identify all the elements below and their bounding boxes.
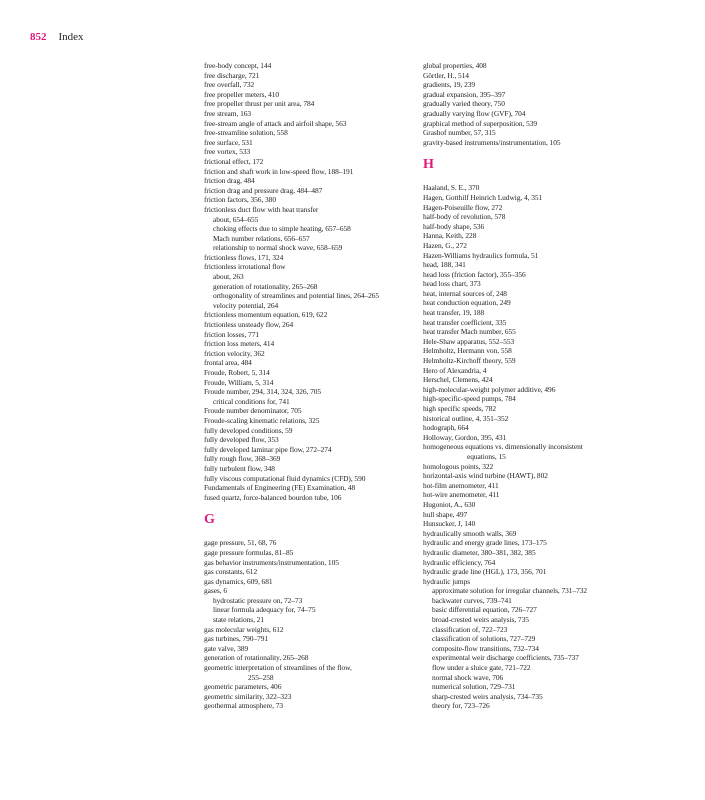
index-subentry: normal shock wave, 706 (432, 672, 504, 682)
index-entry: free stream, 163 (204, 108, 252, 118)
index-entry: hydraulic jumps (423, 576, 471, 586)
index-entry: frontal area, 484 (204, 358, 252, 368)
index-entry: heat transfer, 19, 188 (423, 308, 485, 318)
index-entry: Görtler, H., 514 (423, 70, 469, 80)
running-title: Index (58, 31, 84, 43)
index-entry: hydraulically smooth walls, 369 (423, 528, 517, 538)
index-entry: friction losses, 771 (204, 329, 260, 339)
index-subentry: equations, 15 (467, 451, 506, 461)
index-entry: geothermal atmosphere, 73 (204, 701, 283, 711)
index-entry: horizontal-axis wind turbine (HAWT), 802 (423, 471, 548, 481)
index-entry: heat, internal sources of, 248 (423, 288, 507, 298)
index-subentry: composite-flow transitions, 732–734 (432, 643, 539, 653)
index-entry: free vortex, 533 (204, 147, 251, 157)
index-subentry: 255–258 (248, 672, 274, 682)
index-subentry: Mach number relations, 656–657 (213, 233, 310, 243)
index-subentry: classification of, 722–723 (432, 624, 508, 634)
index-entry: free propeller meters, 410 (204, 89, 280, 99)
index-entry: head, 188, 341 (423, 260, 466, 270)
index-subentry: critical conditions for, 741 (213, 396, 290, 406)
index-entry: Froude-scaling kinematic relations, 325 (204, 415, 320, 425)
index-entry: Fundamentals of Engineering (FE) Examination, 48 (204, 483, 356, 493)
index-entry: free overfall, 732 (204, 80, 255, 90)
index-entry: gas turbines, 790–791 (204, 634, 269, 644)
index-entry: Froude, William, 5, 314 (204, 377, 274, 387)
index-entry: hydraulic efficiency, 764 (423, 557, 496, 567)
index-entry: historical outline, 4, 351–352 (423, 413, 509, 423)
index-subentry: broad-crested weirs analysis, 735 (432, 615, 529, 625)
index-entry: Grashof number, 57, 315 (423, 128, 496, 138)
index-entry: fully developed flow, 353 (204, 435, 279, 445)
index-entry: fully developed laminar pipe flow, 272–274 (204, 444, 332, 454)
index-subentry: state relations, 21 (213, 615, 264, 625)
index-entry: Froude number, 294, 314, 324, 326, 705 (204, 387, 322, 397)
index-entry: free discharge, 721 (204, 70, 260, 80)
index-subentry: generation of rotationality, 265–268 (213, 281, 318, 291)
index-entry: gas molecular weights, 612 (204, 624, 284, 634)
index-entry: friction velocity, 362 (204, 348, 265, 358)
index-entry: geometric parameters, 406 (204, 682, 282, 692)
index-entry: hot-film anemometer, 411 (423, 480, 499, 490)
index-subentry: experimental weir discharge coefficients, 735–737 (432, 653, 579, 663)
index-subentry: relationship to normal shock wave, 658–659 (213, 243, 343, 253)
index-subentry: backwater curves, 739–741 (432, 595, 512, 605)
index-entry: gravity-based instruments/instrumentation, 105 (423, 137, 561, 147)
index-entry: Hanna, Keith, 228 (423, 231, 477, 241)
index-entry: Hazen, G., 272 (423, 240, 467, 250)
index-entry: gradual expansion, 395–397 (423, 89, 506, 99)
index-entry: frictionless momentum equation, 619, 622 (204, 310, 328, 320)
index-entry: Hagen, Gotthilf Heinrich Ludwig, 4, 351 (423, 192, 543, 202)
page-number: 852 (30, 31, 47, 43)
index-entry: Hele-Shaw apparatus, 552–553 (423, 336, 515, 346)
index-entry: frictionless flows, 171, 324 (204, 252, 284, 262)
index-entry: Hagen-Poiseuille flow, 272 (423, 202, 503, 212)
index-entry: heat conduction equation, 249 (423, 298, 511, 308)
index-entry: half-body of revolution, 578 (423, 212, 506, 222)
index-subentry: about, 263 (213, 272, 244, 282)
section-letter: G (204, 512, 215, 528)
index-subentry: sharp-crested weirs analysis, 734–735 (432, 691, 543, 701)
index-entry: Froude, Robert, 5, 314 (204, 368, 270, 377)
index-entry: fully developed conditions, 59 (204, 425, 293, 435)
index-entry: Hunsucker, J, 140 (423, 519, 476, 529)
index-entry: Holloway, Gordon, 395, 431 (423, 432, 507, 442)
index-subentry: numerical solution, 729–731 (432, 682, 516, 692)
index-entry: gas behavior instruments/instrumentation, 105 (204, 557, 339, 567)
index-subentry: orthogonality of streamlines and potential lines, 264–265 (213, 291, 380, 301)
index-subentry: theory for, 723–726 (432, 701, 490, 711)
index-entry: hot-wire anemometer, 411 (423, 490, 500, 500)
index-entry: homologous points, 322 (423, 461, 494, 471)
index-entry: friction factors, 356, 380 (204, 195, 276, 205)
index-entry: graphical method of superposition, 539 (423, 118, 538, 128)
index-entry: homogeneous equations vs. dimensionally inconsistent (423, 442, 583, 452)
index-entry: free propeller thrust per unit area, 784 (204, 99, 315, 109)
index-entry: high-molecular-weight polymer additive, 496 (423, 384, 556, 394)
index-entry: free surface, 531 (204, 137, 253, 147)
index-entry: gate valve, 389 (204, 643, 249, 653)
index-entry: Hugoniot, A., 630 (423, 499, 476, 509)
index-entry: gradually varying flow (GVF), 704 (423, 108, 526, 118)
index-subentry: flow under a sluice gate, 721–722 (432, 663, 531, 673)
index-subentry: classification of solutions, 727–729 (432, 634, 536, 644)
index-entry: gradients, 19, 239 (423, 80, 476, 90)
index-entry: global properties, 408 (423, 61, 487, 70)
index-subentry: hydrostatic pressure on, 72–73 (213, 595, 303, 605)
index-entry: free-stream angle of attack and airfoil shape, 563 (204, 118, 347, 128)
index-entry: hydraulic diameter, 380–381, 382, 385 (423, 547, 536, 557)
index-entry: hull shape, 497 (423, 509, 468, 519)
index-entry: gradually varied theory, 750 (423, 99, 505, 109)
index-subentry: approximate solution for irregular channels, 731–732 (432, 586, 588, 596)
index-entry: heat transfer Mach number, 655 (423, 327, 516, 337)
index-column-right (423, 61, 683, 711)
index-entry: fully viscous computational fluid dynamics (CFD), 590 (204, 473, 366, 483)
index-entry: friction and shaft work in low-speed flow, 188–191 (204, 166, 354, 176)
index-entry: Herschel, Clemens, 424 (423, 375, 493, 385)
index-entry: geometric interpretation of streamlines of the flow, (204, 663, 352, 673)
index-entry: head loss chart, 373 (423, 279, 481, 289)
index-entry: free-body concept, 144 (204, 61, 272, 70)
index-entry: friction drag and pressure drag, 484–487 (204, 185, 323, 195)
index-entry: frictional effect, 172 (204, 156, 264, 166)
index-subentry: velocity potential, 264 (213, 300, 279, 310)
index-entry: friction loss meters, 414 (204, 339, 275, 349)
index-entry: Helmholtz, Hermann von, 558 (423, 346, 512, 356)
index-entry: gas constants, 612 (204, 567, 258, 577)
index-entry: hydraulic grade line (HGL), 173, 356, 701 (423, 567, 547, 577)
index-entry: gage pressure formulas, 81–85 (204, 547, 294, 557)
index-entry: Haaland, S. E., 370 (423, 183, 480, 193)
index-entry: fully rough flow, 368–369 (204, 454, 281, 464)
page-header (30, 31, 84, 43)
index-subentry: choking effects due to simple heating, 657–658 (213, 224, 351, 234)
index-entry: Hero of Alexandria, 4 (423, 365, 487, 375)
index-entry: frictionless unsteady flow, 264 (204, 320, 294, 330)
index-subentry: linear formula adequacy for, 74–75 (213, 605, 316, 615)
index-entry: friction drag, 484 (204, 176, 255, 186)
index-entry: gage pressure, 51, 68, 76 (204, 538, 277, 548)
index-subentry: about, 654–655 (213, 214, 259, 224)
index-entry: generation of rotationality, 265–268 (204, 653, 309, 663)
index-entry: Froude number denominator, 705 (204, 406, 302, 416)
index-entry: free-streamline solution, 558 (204, 128, 288, 138)
index-entry: heat transfer coefficient, 335 (423, 317, 507, 327)
index-entry: frictionless duct flow with heat transfer (204, 204, 319, 214)
index-entry: hydraulic and energy grade lines, 173–175 (423, 538, 547, 548)
index-entry: high-specific-speed pumps, 784 (423, 394, 516, 404)
index-entry: Helmholtz-Kirchoff theory, 559 (423, 356, 516, 366)
index-entry: frictionless irrotational flow (204, 262, 286, 272)
index-subentry: basic differential equation, 726–727 (432, 605, 537, 615)
index-entry: geometric similarity, 322–323 (204, 691, 292, 701)
index-entry: gases, 6 (204, 586, 227, 596)
index-entry: high specific speeds, 782 (423, 404, 497, 413)
section-letter: H (423, 157, 434, 173)
index-entry: fused quartz, force-balanced bourdon tube, 106 (204, 492, 342, 502)
index-entry: Hazen-Williams hydraulics formula, 51 (423, 250, 539, 260)
index-entry: head loss (friction factor), 355–356 (423, 269, 526, 279)
index-entry: hodograph, 664 (423, 423, 469, 433)
index-entry: fully turbulent flow, 348 (204, 463, 275, 473)
index-entry: half-body shape, 536 (423, 221, 485, 231)
index-column-left (204, 61, 419, 711)
index-entry: gas dynamics, 609, 681 (204, 576, 273, 586)
